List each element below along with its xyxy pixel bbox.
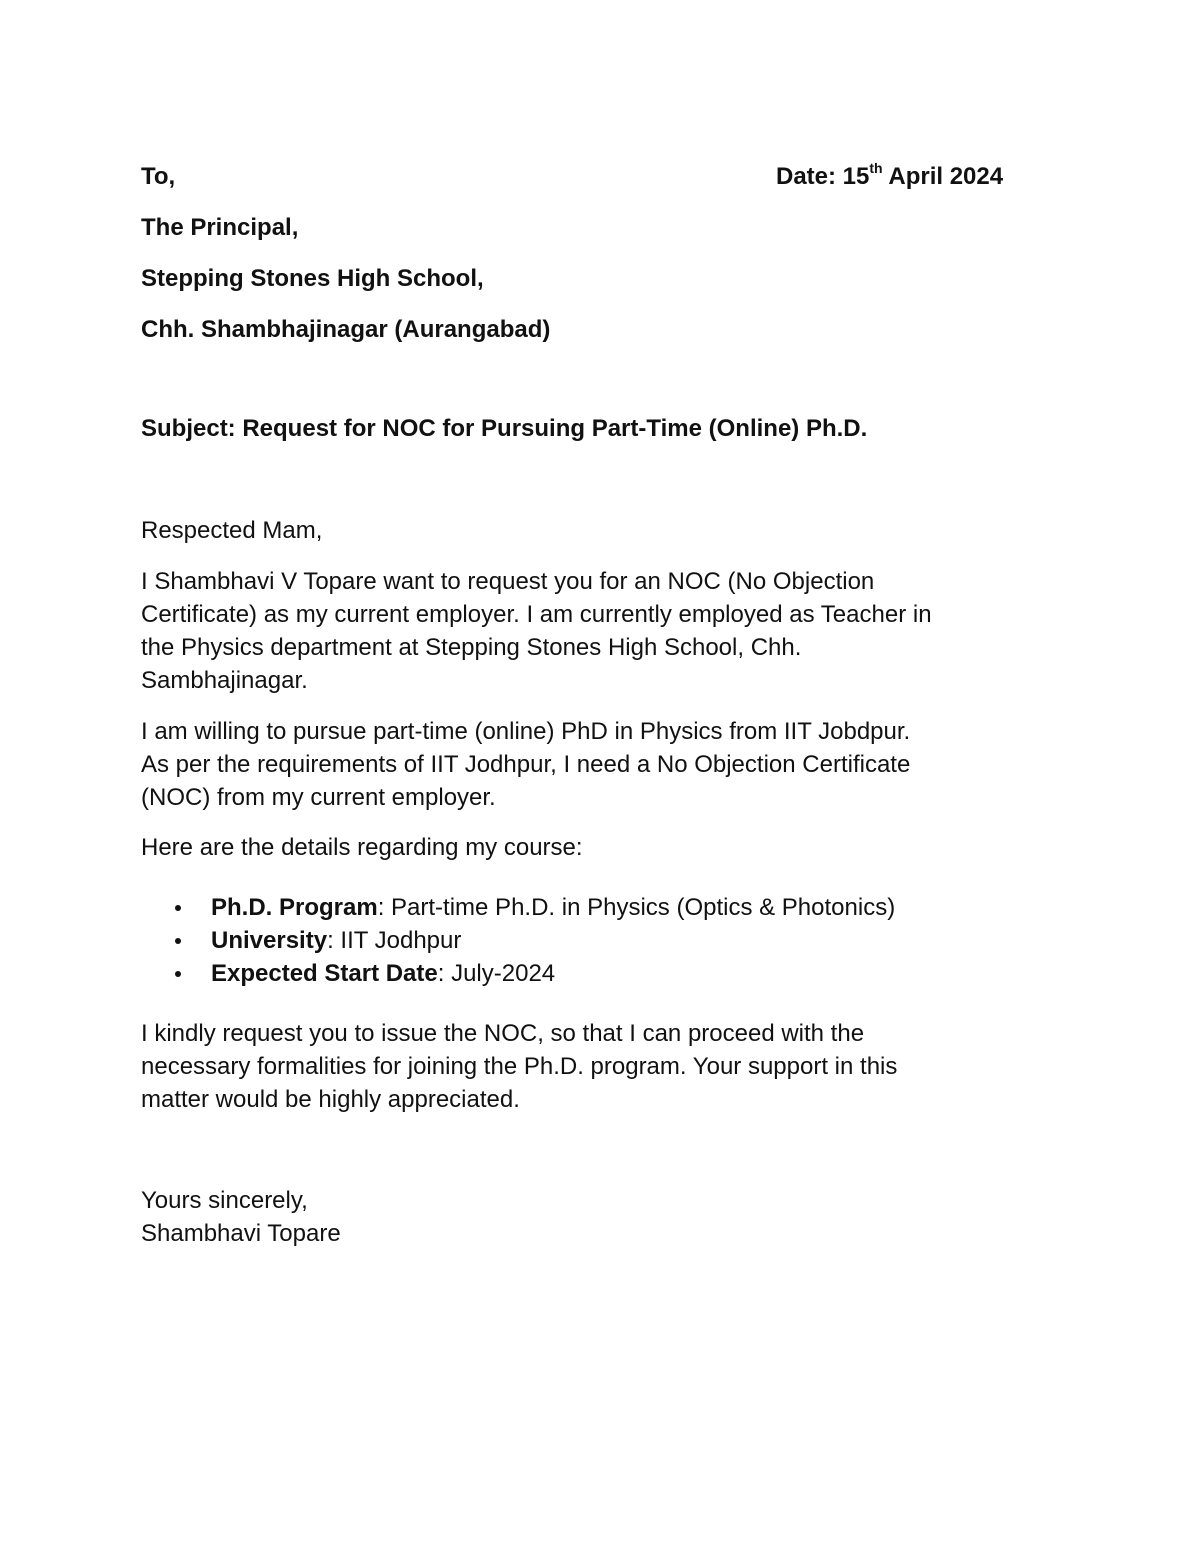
list-item <box>141 891 1061 924</box>
detail-value: : July-2024 <box>437 960 556 987</box>
paragraph-line: As per the requirements of IIT Jodhpur, I need a No Objection Certificate <box>141 751 911 778</box>
paragraph-line: I am willing to pursue part-time (online) PhD in Physics from IIT Jobdpur. <box>141 718 911 745</box>
bullet-icon <box>175 971 181 977</box>
closing-line: Yours sincerely, <box>141 1187 308 1214</box>
details-intro: Here are the details regarding my course: <box>141 834 583 861</box>
recipient-city: Chh. Shambhajinagar (Aurangabad) <box>141 316 551 343</box>
paragraph-line: matter would be highly appreciated. <box>141 1086 520 1113</box>
salutation: Respected Mam, <box>141 517 323 544</box>
date-ordinal: th <box>869 160 883 176</box>
signature-name: Shambhavi Topare <box>141 1220 341 1247</box>
paragraph-intro <box>141 565 1061 697</box>
subject-line: Subject: Request for NOC for Pursuing Part-Time (Online) Ph.D. <box>141 415 868 442</box>
recipient-title: The Principal, <box>141 214 299 241</box>
paragraph-line: (NOC) from my current employer. <box>141 784 496 811</box>
recipient-school: Stepping Stones High School, <box>141 265 484 292</box>
detail-label: University <box>211 927 328 954</box>
paragraph-line: I Shambhavi V Topare want to request you for an NOC (No Objection <box>141 568 875 595</box>
paragraph-line: the Physics department at Stepping Stones High School, Chh. <box>141 634 802 661</box>
detail-value: : Part-time Ph.D. in Physics (Optics & Photonics) <box>377 894 896 921</box>
list-item <box>141 957 1061 990</box>
bullet-icon <box>175 938 181 944</box>
paragraph-line: Sambhajinagar. <box>141 667 308 694</box>
letter-date <box>776 160 1003 193</box>
bullet-icon <box>175 905 181 911</box>
date-suffix: April 2024 <box>882 163 1004 190</box>
paragraph-closing <box>141 1017 1061 1116</box>
paragraph-request <box>141 715 1061 814</box>
detail-value: : IIT Jodhpur <box>327 927 462 954</box>
detail-label: Expected Start Date <box>211 960 438 987</box>
paragraph-line: Certificate) as my current employer. I am currently employed as Teacher in <box>141 601 932 628</box>
to-line: To, <box>141 163 176 190</box>
list-item <box>141 924 1061 957</box>
date-prefix: Date: 15 <box>776 163 870 190</box>
paragraph-line: necessary formalities for joining the Ph.D. program. Your support in this <box>141 1053 898 1080</box>
course-details-list <box>141 891 1061 990</box>
detail-label: Ph.D. Program <box>211 894 378 921</box>
paragraph-line: I kindly request you to issue the NOC, so that I can proceed with the <box>141 1020 865 1047</box>
